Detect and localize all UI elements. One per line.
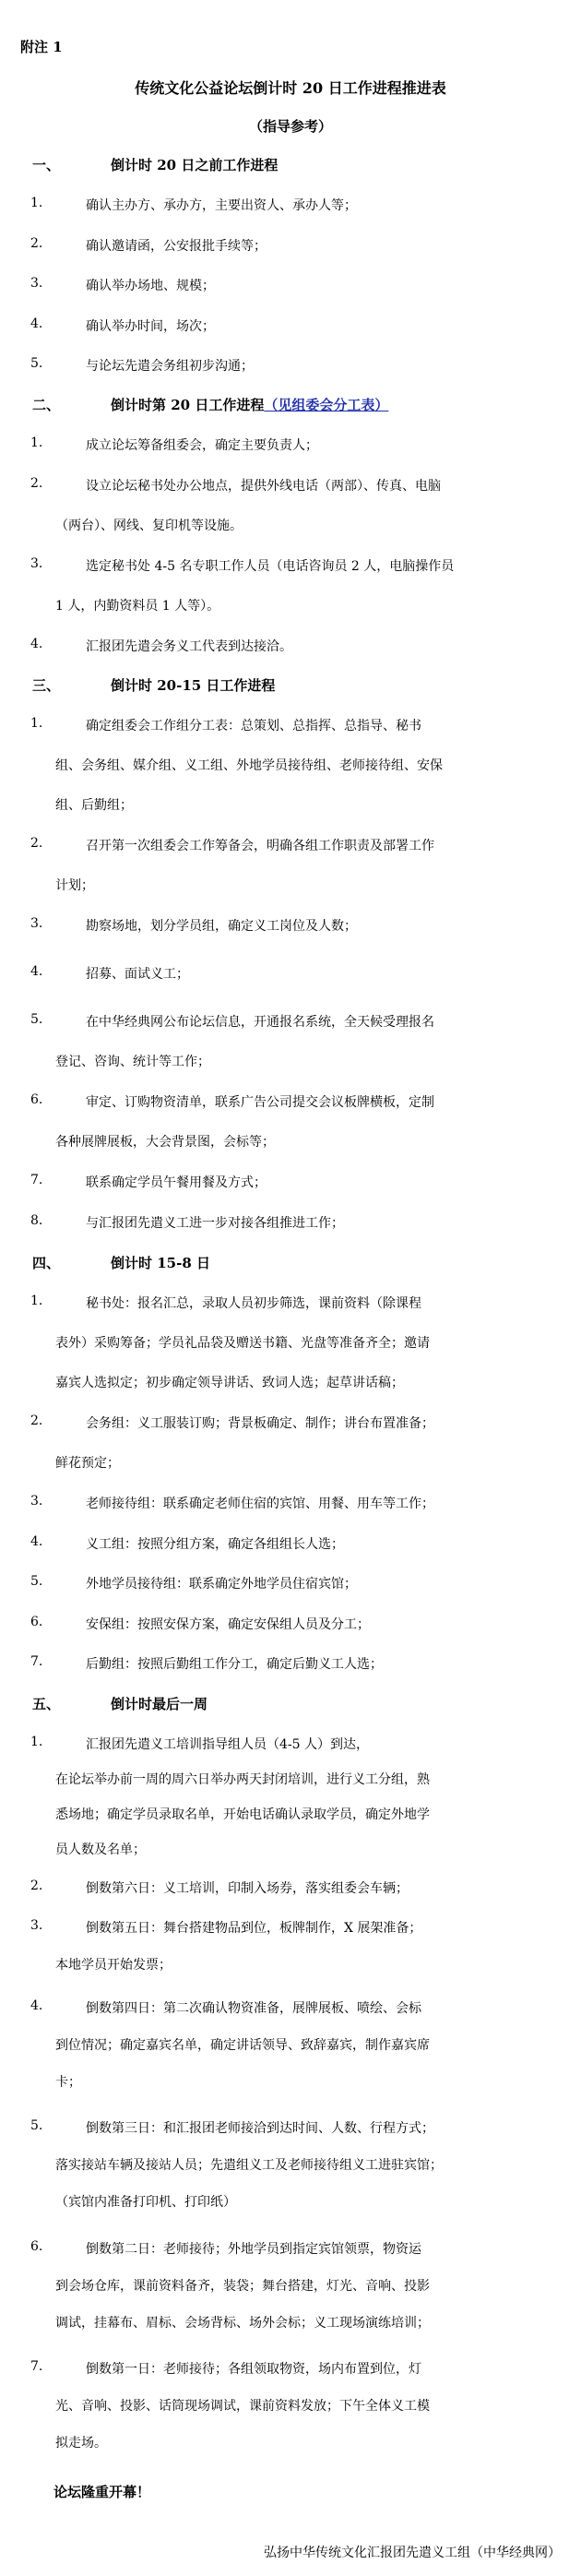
item-text-continued: 卡； xyxy=(55,2075,81,2090)
item-number: 6. xyxy=(30,2239,43,2254)
item-number: 6. xyxy=(30,1615,43,1629)
item-number: 1. xyxy=(30,435,43,450)
item-number: 7. xyxy=(30,1173,43,1187)
item-text: 确认主办方、承办方，主要出资人、承办人等； xyxy=(86,198,357,213)
item-number: 4. xyxy=(30,316,43,331)
item-text: 会务组：义工服装订购；背景板确定、制作；讲台布置准备； xyxy=(86,1416,434,1431)
item-number: 3. xyxy=(30,1918,43,1933)
item-text: 倒数第一日：老师接待；各组领取物资，场内布置到位，灯 xyxy=(86,2362,421,2377)
item-text-continued: 到位情况；确定嘉宾名单，确定讲话领导、致辞嘉宾，制作嘉宾席 xyxy=(55,2038,430,2053)
item-text: 义工组：按照分组方案，确定各组组长人选； xyxy=(86,1537,344,1552)
item-text: 成立论坛筹备组委会，确定主要负责人； xyxy=(86,438,318,453)
item-text: 倒数第四日：第二次确认物资准备，展牌展板、喷绘、会标 xyxy=(86,2001,421,2016)
item-number: 1. xyxy=(30,716,43,731)
item-number: 7. xyxy=(30,1654,43,1669)
item-text: 与论坛先遣会务组初步沟通； xyxy=(86,359,254,374)
section-number: 四、 xyxy=(32,1255,61,1271)
item-text: 召开第一次组委会工作筹备会，明确各组工作职责及部署工作 xyxy=(86,839,434,853)
item-text: 审定、订购物资清单，联系广告公司提交会议板牌横板，定制 xyxy=(86,1095,434,1110)
item-text: 倒数第三日：和汇报团老师接洽到达时间、人数、行程方式； xyxy=(86,2121,434,2136)
item-text-continued: 拟走场。 xyxy=(55,2436,107,2451)
item-number: 5. xyxy=(30,356,43,371)
item-text: 后勤组：按照后勤组工作分工，确定后勤义工人选； xyxy=(86,1657,383,1672)
section-number: 二、 xyxy=(32,397,61,413)
item-number: 3. xyxy=(30,916,43,931)
item-text-continued: 落实接站车辆及接站人员；先遣组义工及老师接待组义工进驻宾馆； xyxy=(55,2158,443,2173)
item-text-continued: （宾馆内准备打印机、打印纸） xyxy=(55,2195,236,2210)
item-text-continued: 登记、咨询、统计等工作； xyxy=(55,1055,210,1069)
section-title: 倒计时 20 日之前工作进程 xyxy=(111,157,279,173)
item-text-continued: 本地学员开始发票； xyxy=(55,1958,172,1973)
section-number: 五、 xyxy=(32,1696,61,1712)
item-text: 设立论坛秘书处办公地点，提供外线电话（两部）、传真、电脑 xyxy=(86,479,441,494)
section-heading xyxy=(0,155,581,183)
item-text-continued: 1 人，内勤资料员 1 人等）。 xyxy=(55,599,220,614)
item-number: 2. xyxy=(30,236,43,251)
section-number: 三、 xyxy=(32,677,61,694)
item-text: 老师接待组：联系确定老师住宿的宾馆、用餐、用车等工作； xyxy=(86,1497,434,1511)
section-heading xyxy=(0,675,581,703)
footer-signature: 弘扬中华传统文化汇报团先遣义工组（中华经典网） xyxy=(264,2546,561,2560)
item-number: 4. xyxy=(30,964,43,979)
item-text: 倒数第五日：舞台搭建物品到位，板牌制作，X 展架准备； xyxy=(86,1921,422,1936)
closing-statement: 论坛隆重开幕！ xyxy=(53,2484,151,2500)
item-text: 确定组委会工作组分工表：总策划、总指挥、总指导、秘书 xyxy=(86,719,421,733)
item-text-continued: （两台）、网线、复印机等设施。 xyxy=(55,519,243,533)
item-text: 确认举办时间，场次； xyxy=(86,319,215,334)
item-number: 4. xyxy=(30,1998,43,2013)
item-number: 8. xyxy=(30,1213,43,1228)
annex-label: 附注 1 xyxy=(20,39,63,55)
item-number: 2. xyxy=(30,1413,43,1428)
section-number: 一、 xyxy=(32,157,61,173)
item-number: 3. xyxy=(30,276,43,291)
item-text-continued: 各种展牌展板，大会背景图，会标等； xyxy=(55,1135,275,1150)
item-text: 汇报团先遣义工培训指导组人员（4-5 人）到达， xyxy=(86,1737,369,1752)
section-title: 倒计时第 20 日工作进程 xyxy=(111,397,265,413)
document-subtitle: （指导参考） xyxy=(248,118,332,135)
item-text: 招募、面试义工； xyxy=(86,967,189,982)
item-text-continued: 光、音响、投影、话筒现场调试，课前资料发放；下午全体义工模 xyxy=(55,2399,430,2414)
item-number: 7. xyxy=(30,2359,43,2374)
item-text-continued: 悉场地；确定学员录取名单，开始电话确认录取学员，确定外地学 xyxy=(55,1807,430,1822)
item-text-continued: 组、会务组、媒介组、义工组、外地学员接待组、老师接待组、安保 xyxy=(55,758,443,773)
item-text: 汇报团先遣会务义工代表到达接洽。 xyxy=(86,639,292,654)
item-number: 5. xyxy=(30,2118,43,2133)
item-text: 在中华经典网公布论坛信息，开通报名系统，全天候受理报名 xyxy=(86,1015,434,1030)
item-text: 确认举办场地、规模； xyxy=(86,279,215,293)
item-text-continued: 员人数及名单； xyxy=(55,1843,146,1857)
item-text-continued: 调试，挂幕布、眉标、会场背标、场外会标；义工现场演练培训； xyxy=(55,2316,430,2331)
item-number: 1. xyxy=(30,196,43,210)
item-text: 外地学员接待组：联系确定外地学员住宿宾馆； xyxy=(86,1577,357,1592)
item-number: 2. xyxy=(30,1878,43,1893)
item-number: 5. xyxy=(30,1574,43,1589)
section-heading xyxy=(0,1253,581,1281)
item-text: 确认邀请函，公安报批手续等； xyxy=(86,239,267,254)
document-title: 传统文化公益论坛倒计时 20 日工作进程推进表 xyxy=(135,79,446,97)
item-number: 2. xyxy=(30,476,43,491)
item-text-continued: 到会场仓库，课前资料备齐，装袋；舞台搭建，灯光、音响、投影 xyxy=(55,2279,430,2294)
item-number: 2. xyxy=(30,836,43,851)
item-number: 5. xyxy=(30,1012,43,1027)
section-title: 倒计时 15-8 日 xyxy=(111,1255,210,1271)
item-text: 倒数第六日：义工培训，印制入场券，落实组委会车辆； xyxy=(86,1881,409,1896)
item-number: 4. xyxy=(30,637,43,651)
section-heading xyxy=(0,395,581,423)
item-number: 1. xyxy=(30,1294,43,1308)
item-text: 与汇报团先遣义工进一步对接各组推进工作； xyxy=(86,1216,344,1231)
item-number: 4. xyxy=(30,1534,43,1549)
org-committee-table-link[interactable]: （见组委会分工表） xyxy=(264,397,389,413)
item-number: 6. xyxy=(30,1092,43,1107)
item-number: 3. xyxy=(30,556,43,571)
item-number: 3. xyxy=(30,1494,43,1509)
item-text-continued: 嘉宾人选拟定；初步确定领导讲话、致词人选；起草讲话稿； xyxy=(55,1376,404,1390)
item-text: 倒数第二日：老师接待；外地学员到指定宾馆领票，物资运 xyxy=(86,2242,421,2257)
item-text-continued: 计划； xyxy=(55,878,94,893)
item-text: 安保组：按照安保方案，确定安保组人员及分工； xyxy=(86,1617,370,1632)
section-title: 倒计时 20-15 日工作进程 xyxy=(111,677,276,694)
item-text-continued: 表外）采购筹备；学员礼品袋及赠送书籍、光盘等准备齐全；邀请 xyxy=(55,1336,430,1351)
item-text: 勘察场地，划分学员组，确定义工岗位及人数； xyxy=(86,919,357,934)
item-text: 联系确定学员午餐用餐及方式； xyxy=(86,1175,267,1190)
item-number: 1. xyxy=(30,1735,43,1749)
section-heading xyxy=(0,1694,581,1722)
item-text: 选定秘书处 4-5 名专职工作人员（电话咨询员 2 人，电脑操作员 xyxy=(86,559,455,574)
section-title: 倒计时最后一周 xyxy=(111,1696,208,1712)
item-text-continued: 鲜花预定； xyxy=(55,1456,120,1471)
item-text-continued: 组、后勤组； xyxy=(55,798,133,813)
item-text-continued: 在论坛举办前一周的周六日举办两天封闭培训，进行义工分组，熟 xyxy=(55,1772,430,1787)
item-text: 秘书处：报名汇总，录取人员初步筛选，课前资料（除课程 xyxy=(86,1296,421,1311)
